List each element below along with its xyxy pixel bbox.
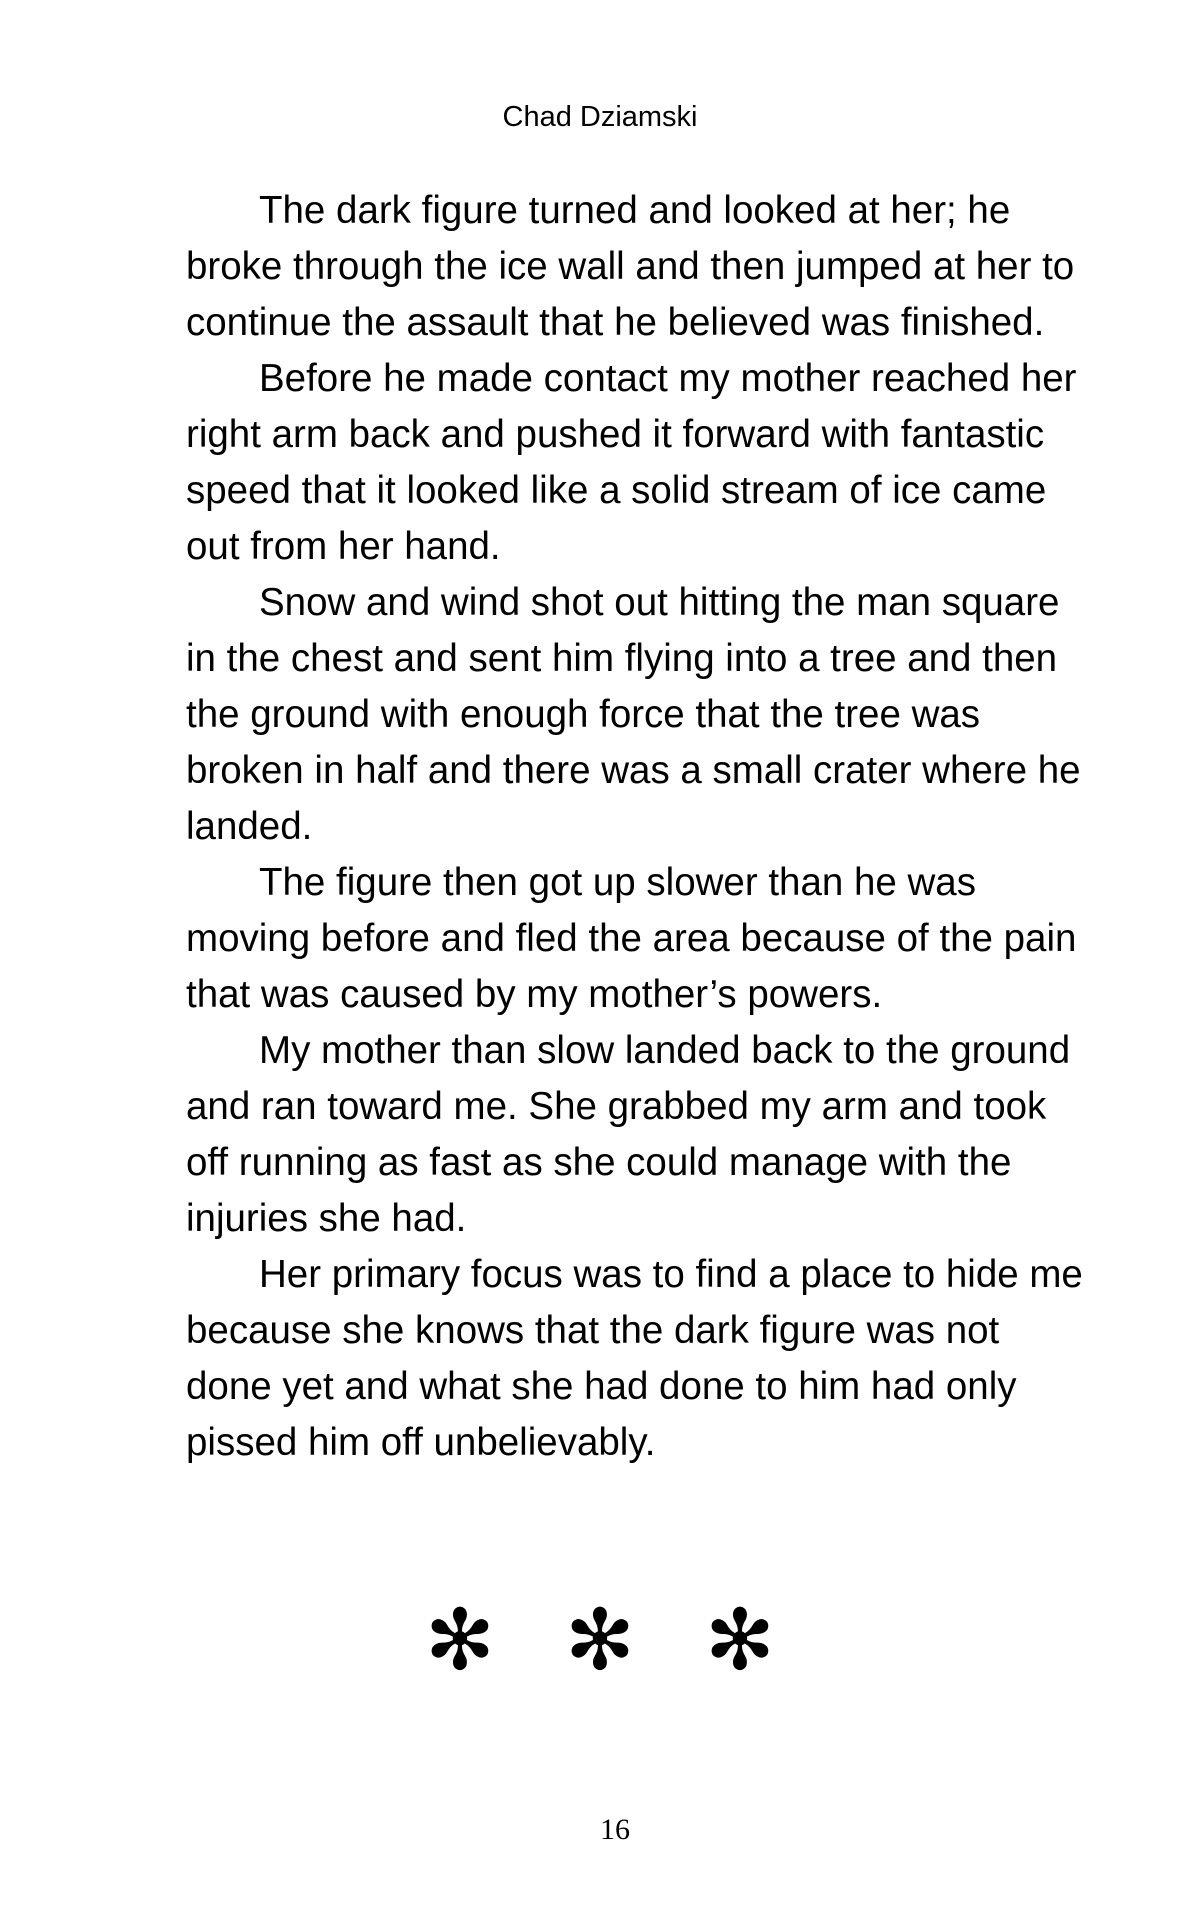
paragraph: Her primary focus was to find a place to hide me because she knows that the dark figure was not done yet and what she had done to him had only pissed him off unbelievably. (186, 1253, 1083, 1464)
asterism-icon: ✻ (424, 1591, 496, 1689)
body-text (186, 183, 1086, 1471)
paragraph: Snow and wind shot out hitting the man square in the chest and sent him flying into a tree and then the ground with enough force that the tree was broken in half and there was a small crater where he landed. (186, 581, 1081, 848)
paragraph: My mother than slow landed back to the ground and ran toward me. She grabbed my arm and took off running as fast as she could manage with the injuries she had. (186, 1029, 1071, 1240)
paragraph: The dark figure turned and looked at her; he broke through the ice wall and then jumped at her to continue the assault that he believed was finished. (186, 189, 1075, 344)
running-header-author: Chad Dziamski (502, 101, 698, 133)
paragraph: Before he made contact my mother reached her right arm back and pushed it forward with fantastic speed that it looked like a solid stream of ice came out from her hand. (186, 357, 1077, 568)
paragraph: The figure then got up slower than he was moving before and fled the area because of the pain that was caused by my mother’s powers. (186, 861, 1077, 1016)
asterism-icon: ✻ (564, 1591, 636, 1689)
asterism-icon: ✻ (704, 1591, 776, 1689)
section-break-divider (0, 1591, 1200, 1689)
page-number: 16 (600, 1813, 630, 1846)
